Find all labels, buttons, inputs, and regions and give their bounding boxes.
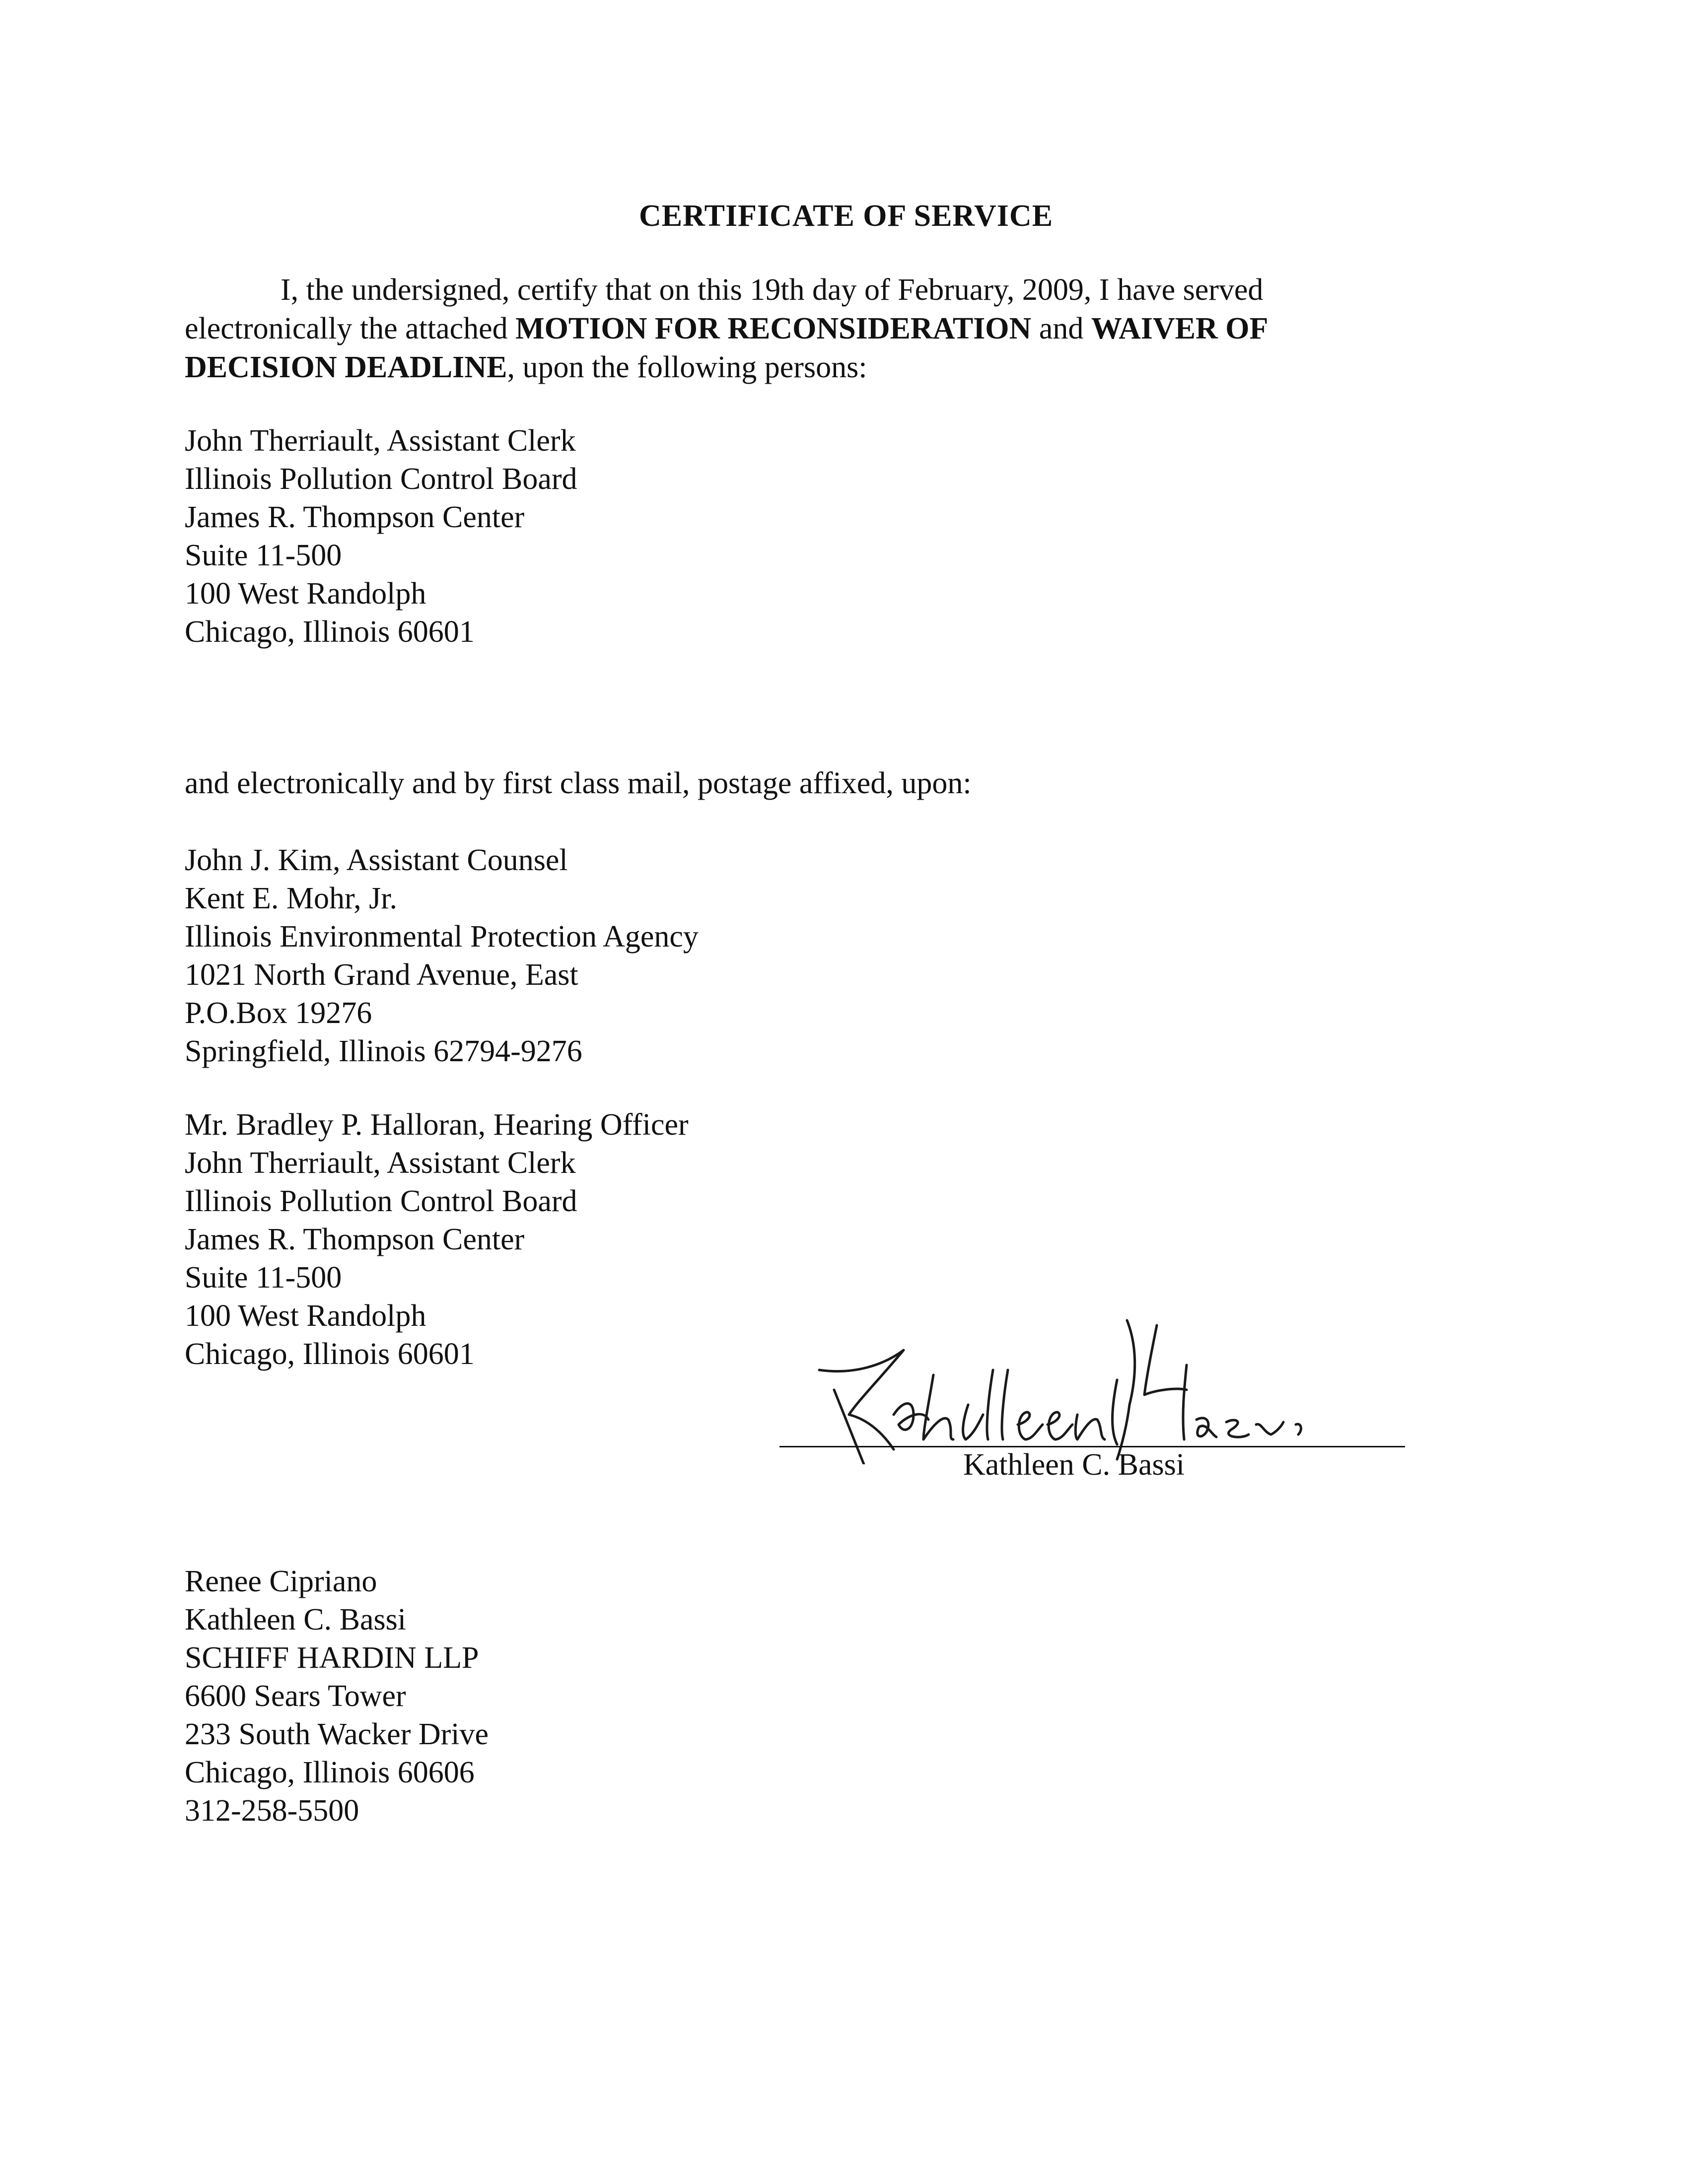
address-line: P.O.Box 19276 [185,996,372,1030]
intro-line-3 [185,348,1376,387]
signature-block [779,1315,1405,1504]
address-line: Suite 11-500 [185,539,342,572]
address-line: James R. Thompson Center [185,1223,525,1256]
address-line: 6600 Sears Tower [185,1679,406,1713]
address-line: Kathleen C. Bassi [185,1603,406,1637]
waiver-title-part: WAIVER OF [1091,312,1269,345]
address-line: James R. Thompson Center [185,500,525,534]
address-line: Chicago, Illinois 60601 [185,615,475,649]
address-line: Illinois Pollution Control Board [185,462,577,496]
recipient-address-2 [185,841,699,1071]
recipient-address-3 [185,1106,689,1373]
intro-line-1: I, the undersigned, certify that on this 19th day of February, 2009, I have served [281,273,1264,307]
mail-paragraph: and electronically and by first class mail, postage affixed, upon: [185,766,972,800]
handwritten-signature [779,1315,1405,1464]
address-line: Chicago, Illinois 60606 [185,1756,475,1789]
address-line: Illinois Environmental Protection Agency [185,920,699,954]
address-line: Illinois Pollution Control Board [185,1184,577,1218]
address-line: 312-258-5500 [185,1794,359,1828]
address-line: 100 West Randolph [185,577,426,611]
document-title: CERTIFICATE OF SERVICE [638,199,1054,233]
address-line: John Therriault, Assistant Clerk [185,1146,576,1180]
intro-text: , upon the following persons: [507,350,867,384]
signer-name: Kathleen C. Bassi [963,1448,1185,1482]
address-line: 1021 North Grand Avenue, East [185,958,578,992]
address-line: Suite 11-500 [185,1261,342,1295]
address-line: 100 West Randolph [185,1299,426,1333]
recipient-address-1 [185,422,577,651]
address-line: John J. Kim, Assistant Counsel [185,843,568,877]
address-line: Mr. Bradley P. Halloran, Hearing Officer [185,1108,689,1142]
motion-title: MOTION FOR RECONSIDERATION [515,312,1032,345]
intro-paragraph [185,271,1376,387]
firm-address-block [185,1563,489,1830]
address-line: SCHIFF HARDIN LLP [185,1641,479,1675]
intro-line-2 [185,309,1376,348]
intro-text: electronically the attached [185,312,516,345]
address-line: Springfield, Illinois 62794-9276 [185,1034,582,1068]
decision-deadline-title: DECISION DEADLINE [185,350,507,384]
address-line: Renee Cipriano [185,1565,377,1598]
intro-text: and [1031,312,1091,345]
address-line: Kent E. Mohr, Jr. [185,882,398,915]
address-line: John Therriault, Assistant Clerk [185,424,576,458]
address-line: 233 South Wacker Drive [185,1717,489,1751]
address-line: Chicago, Illinois 60601 [185,1337,475,1371]
